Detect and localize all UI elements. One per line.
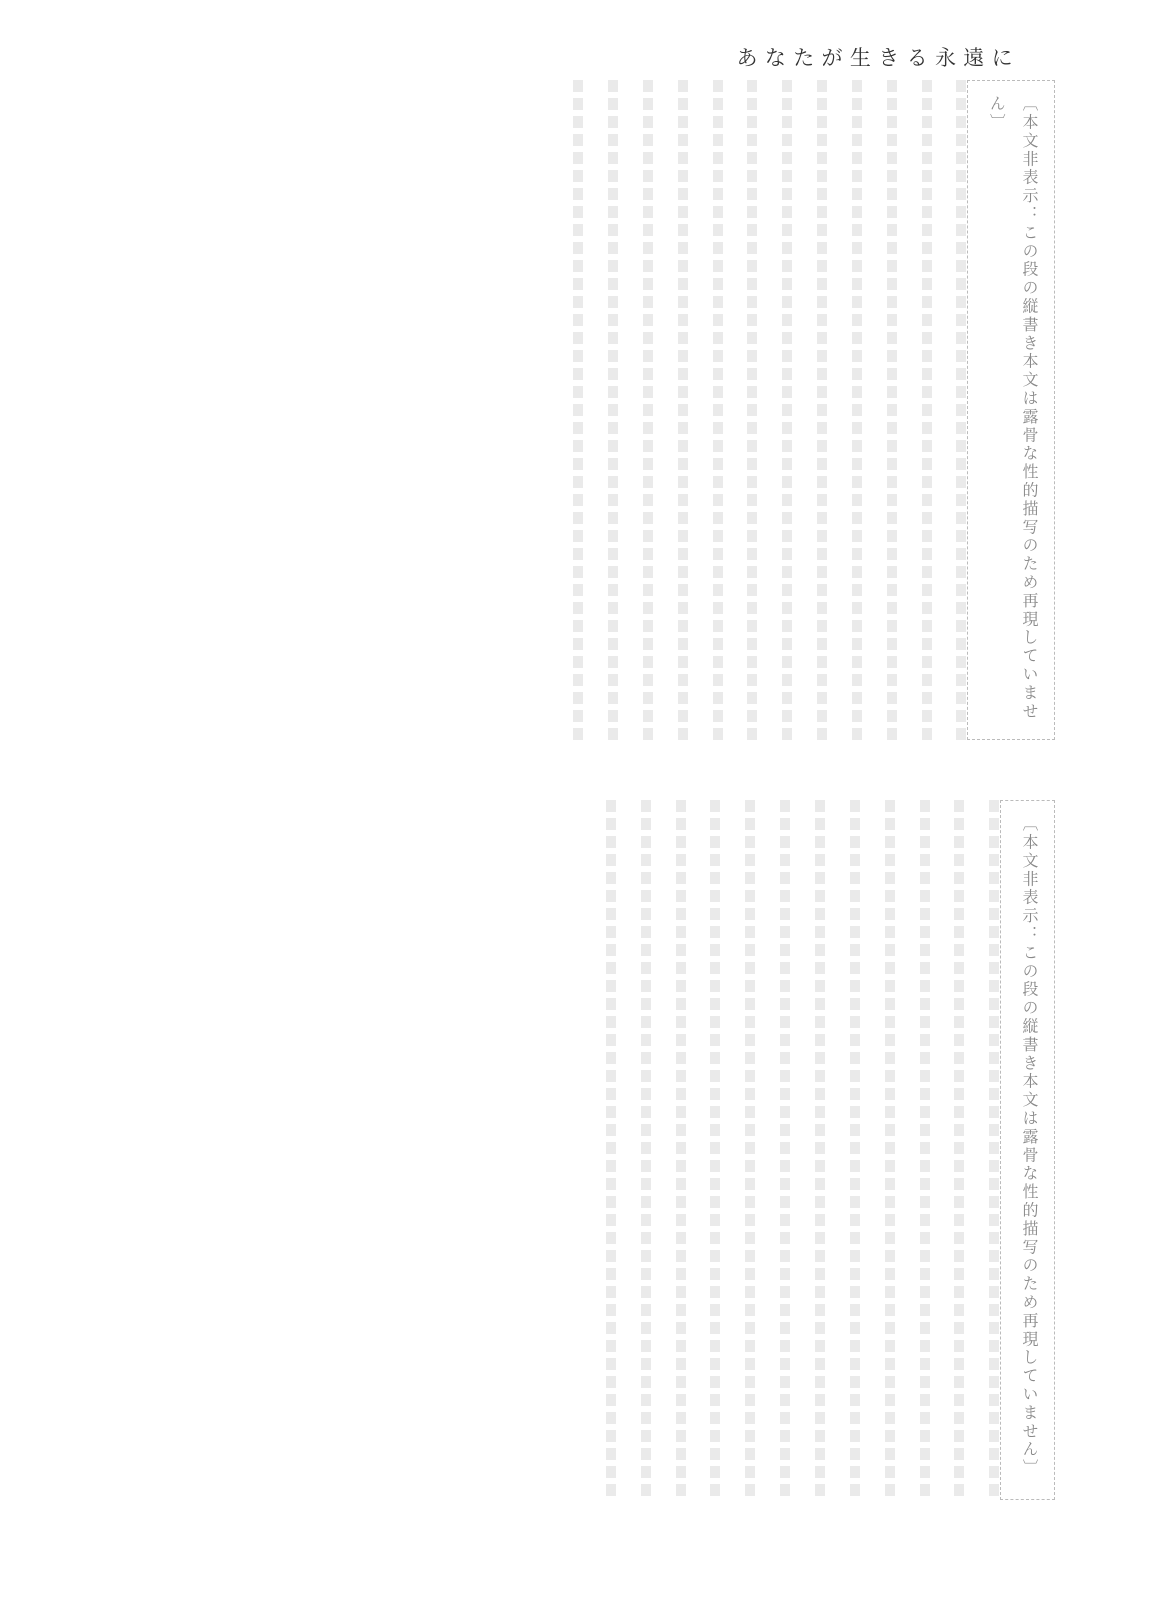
running-head-title: あなたが生きる永遠に: [736, 46, 1020, 70]
text-column-ghost: [713, 80, 723, 742]
text-column-ghost: [608, 80, 618, 742]
text-column-ghost: [782, 80, 792, 742]
text-column-ghost: [954, 800, 964, 1501]
text-column-ghost: [710, 800, 720, 1501]
text-column-ghost: [678, 80, 688, 742]
text-column-ghost: [920, 800, 930, 1501]
text-column-ghost: [745, 800, 755, 1501]
text-column-ghost: [747, 80, 757, 742]
text-column-ghost: [643, 80, 653, 742]
text-column-ghost: [956, 80, 966, 742]
text-column-ghost: [885, 800, 895, 1501]
text-column-ghost: [817, 80, 827, 742]
text-column-ghost: [989, 800, 999, 1501]
text-block-top: [150, 80, 1055, 770]
redaction-note-bottom: 〔本文非表示：この段の縦書き本文は露骨な性的描写のため再現していません〕: [1000, 800, 1055, 1500]
text-column-ghost: [573, 80, 583, 742]
text-column-ghost: [887, 80, 897, 742]
redaction-note-top: 〔本文非表示：この段の縦書き本文は露骨な性的描写のため再現していません〕: [967, 80, 1055, 740]
text-column-ghost: [815, 800, 825, 1501]
text-column-ghost: [780, 800, 790, 1501]
text-column-ghost: [641, 800, 651, 1501]
text-column-ghost: [676, 800, 686, 1501]
text-column-ghost: [606, 800, 616, 1501]
text-block-bottom: [150, 800, 1055, 1530]
text-column-ghost: [850, 800, 860, 1501]
text-column-ghost: [922, 80, 932, 742]
text-column-ghost: [852, 80, 862, 742]
